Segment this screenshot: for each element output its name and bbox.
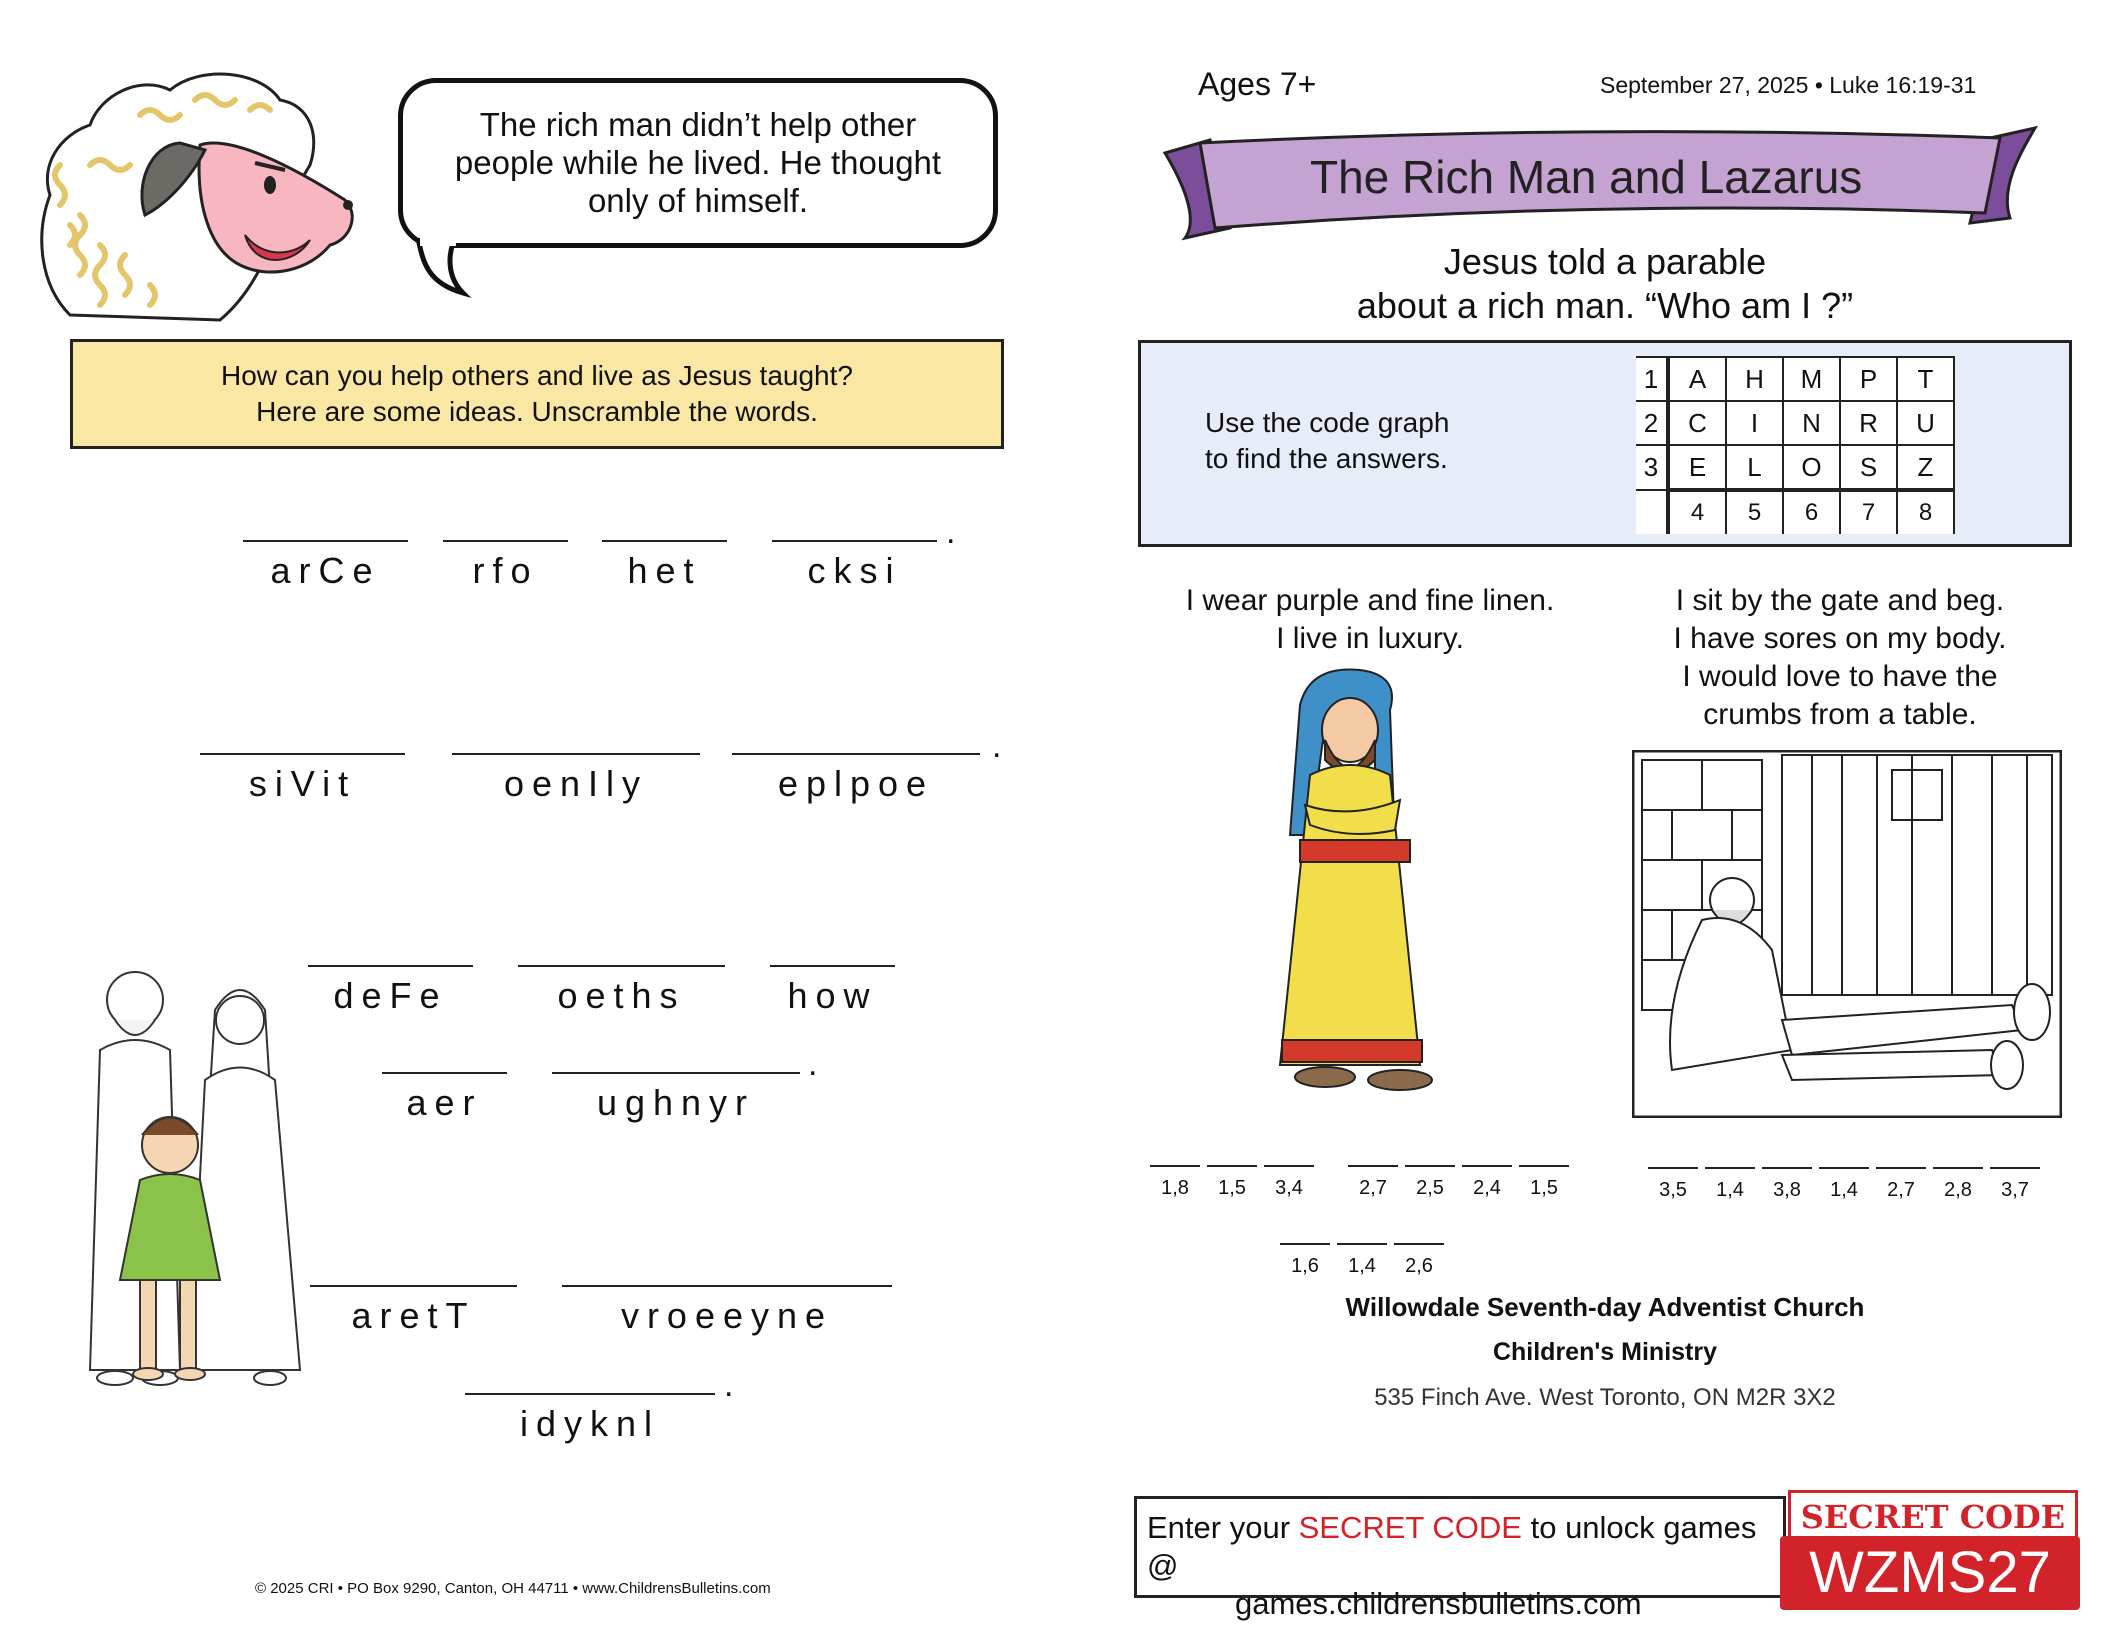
scrambled-letters: het — [627, 550, 702, 591]
grid-cell: A — [1668, 357, 1726, 401]
ministry-name: Children's Ministry — [1492, 1338, 1718, 1366]
family-illustration — [70, 950, 315, 1395]
scramble-word-6 — [452, 753, 700, 805]
scramble-word-2 — [443, 540, 568, 592]
secret-code-badge: SECRET CODE — [1788, 1490, 2078, 1540]
grid-cell: C — [1668, 401, 1726, 445]
scrambled-letters: siVit — [248, 763, 357, 804]
scrambled-letters: vroeeyne — [620, 1295, 834, 1336]
church-address: 535 Finch Ave. West Toronto, ON M2R 3X2 — [1374, 1384, 1836, 1411]
answer-blank: 2,8 — [1933, 1167, 1983, 1202]
lazarus-illustration — [1632, 750, 2062, 1118]
scrambled-letters: oeths — [557, 975, 686, 1016]
secret-code-line: Enter your SECRET CODE to unlock games @ — [1147, 1510, 1757, 1583]
scrambled-letters: idyknl — [519, 1403, 661, 1444]
scrambled-letters: cksi — [807, 550, 902, 591]
clue-rich-man: I wear purple and fine linen. I live in luxury. — [1185, 584, 1555, 655]
grid-cell: O — [1783, 445, 1840, 490]
rich-man-illustration — [1270, 665, 1470, 1105]
answer-blank: 1,4 — [1819, 1167, 1869, 1202]
row-number: 3 — [1636, 445, 1668, 490]
scramble-word-9 — [518, 965, 725, 1017]
scramble-word-8 — [308, 965, 473, 1017]
code-row-2 — [1636, 401, 1954, 445]
scramble-word-7 — [732, 753, 980, 805]
code-instruction: Use the code graph to find the answers. — [1205, 407, 1450, 474]
sheep-illustration — [30, 55, 375, 330]
sentence-period: . — [992, 727, 1002, 765]
grid-cell: U — [1897, 401, 1954, 445]
scrambled-letters: ughnyr — [596, 1082, 756, 1123]
scramble-word-13 — [310, 1285, 517, 1337]
answer-blank: 3,8 — [1762, 1167, 1812, 1202]
grid-cell: P — [1840, 357, 1897, 401]
answer-blank: 3,4 — [1264, 1165, 1314, 1200]
speech-bubble: The rich man didn’t help other people while he lived. He thought only of himself. — [398, 78, 998, 248]
col-number: 6 — [1783, 490, 1840, 534]
scramble-word-15 — [465, 1393, 715, 1445]
grid-cell: T — [1897, 357, 1954, 401]
sentence-period: . — [724, 1366, 734, 1404]
secret-code-value: WZMS27 — [1780, 1536, 2080, 1610]
page-title: The Rich Man and Lazarus — [1310, 151, 1863, 203]
col-number: 8 — [1897, 490, 1954, 534]
row-number: 2 — [1636, 401, 1668, 445]
secret-code-box — [1134, 1496, 1786, 1621]
games-url: games.childrensbulletins.com — [1235, 1586, 1642, 1621]
col-number: 5 — [1726, 490, 1783, 534]
grid-cell: I — [1726, 401, 1783, 445]
code-row-1 — [1636, 357, 1954, 401]
scrambled-letters: how — [787, 975, 878, 1016]
scrambled-letters: eplpoe — [777, 763, 935, 804]
clue-lazarus: I sit by the gate and beg. I have sores on my body. I would love to have the crumbs from a table. — [1673, 584, 2007, 731]
answer-blank: 3,7 — [1990, 1167, 2040, 1202]
instruction-box: How can you help others and live as Jesus taught? Here are some ideas. Unscramble the words. — [70, 339, 1004, 449]
code-graph — [1636, 356, 1955, 534]
scrambled-letters: rfo — [472, 550, 539, 591]
age-label: Ages 7+ — [1198, 66, 1317, 102]
code-row-3 — [1636, 445, 1954, 490]
copyright-text: © 2025 CRI • PO Box 9290, Canton, OH 44711 • www.ChildrensBulletins.com — [255, 1580, 771, 1597]
row-number: 1 — [1636, 357, 1668, 401]
scramble-word-14 — [562, 1285, 892, 1337]
answer-blank: 1,6 — [1280, 1243, 1330, 1278]
subtitle: Jesus told a parable about a rich man. “Who am I ?” — [1356, 241, 1854, 326]
scrambled-letters: arCe — [270, 550, 381, 591]
answer-blank: 1,4 — [1337, 1243, 1387, 1278]
scramble-word-11 — [382, 1072, 507, 1124]
grid-cell: L — [1726, 445, 1783, 490]
scramble-word-5 — [200, 753, 405, 805]
answer-blank: 2,5 — [1405, 1165, 1455, 1200]
answer-blank: 1,8 — [1150, 1165, 1200, 1200]
grid-corner — [1636, 490, 1668, 534]
scrambled-letters: aer — [406, 1082, 483, 1123]
column-numbers — [1636, 490, 1954, 534]
scrambled-letters: oenIly — [503, 763, 649, 804]
speech-bubble-tail — [408, 238, 498, 298]
answer-blank: 1,4 — [1705, 1167, 1755, 1202]
scramble-word-10 — [770, 965, 895, 1017]
answer-blank: 2,7 — [1348, 1165, 1398, 1200]
grid-cell: H — [1726, 357, 1783, 401]
answer-blank: 2,4 — [1462, 1165, 1512, 1200]
col-number: 7 — [1840, 490, 1897, 534]
church-name: Willowdale Seventh-day Adventist Church — [1345, 1292, 1865, 1322]
answer-blank: 1,5 — [1207, 1165, 1257, 1200]
answer-blank: 2,7 — [1876, 1167, 1926, 1202]
scramble-word-1 — [243, 540, 408, 592]
col-number: 4 — [1668, 490, 1726, 534]
scramble-word-12 — [552, 1072, 800, 1124]
grid-cell: M — [1783, 357, 1840, 401]
grid-cell: N — [1783, 401, 1840, 445]
grid-cell: R — [1840, 401, 1897, 445]
date-scripture: September 27, 2025 • Luke 16:19-31 — [1600, 72, 1977, 98]
secret-code-highlight: SECRET CODE — [1298, 1510, 1522, 1545]
scrambled-letters: deFe — [333, 975, 448, 1016]
grid-cell: S — [1840, 445, 1897, 490]
answer-blank: 2,6 — [1394, 1243, 1444, 1278]
scramble-word-3 — [602, 540, 727, 592]
grid-cell: E — [1668, 445, 1726, 490]
sentence-period: . — [946, 513, 956, 551]
grid-cell: Z — [1897, 445, 1954, 490]
answer-blank: 1,5 — [1519, 1165, 1569, 1200]
answer-blank: 3,5 — [1648, 1167, 1698, 1202]
scrambled-letters: aretT — [351, 1295, 476, 1336]
scramble-word-4 — [772, 540, 937, 592]
sentence-period: . — [808, 1045, 818, 1083]
